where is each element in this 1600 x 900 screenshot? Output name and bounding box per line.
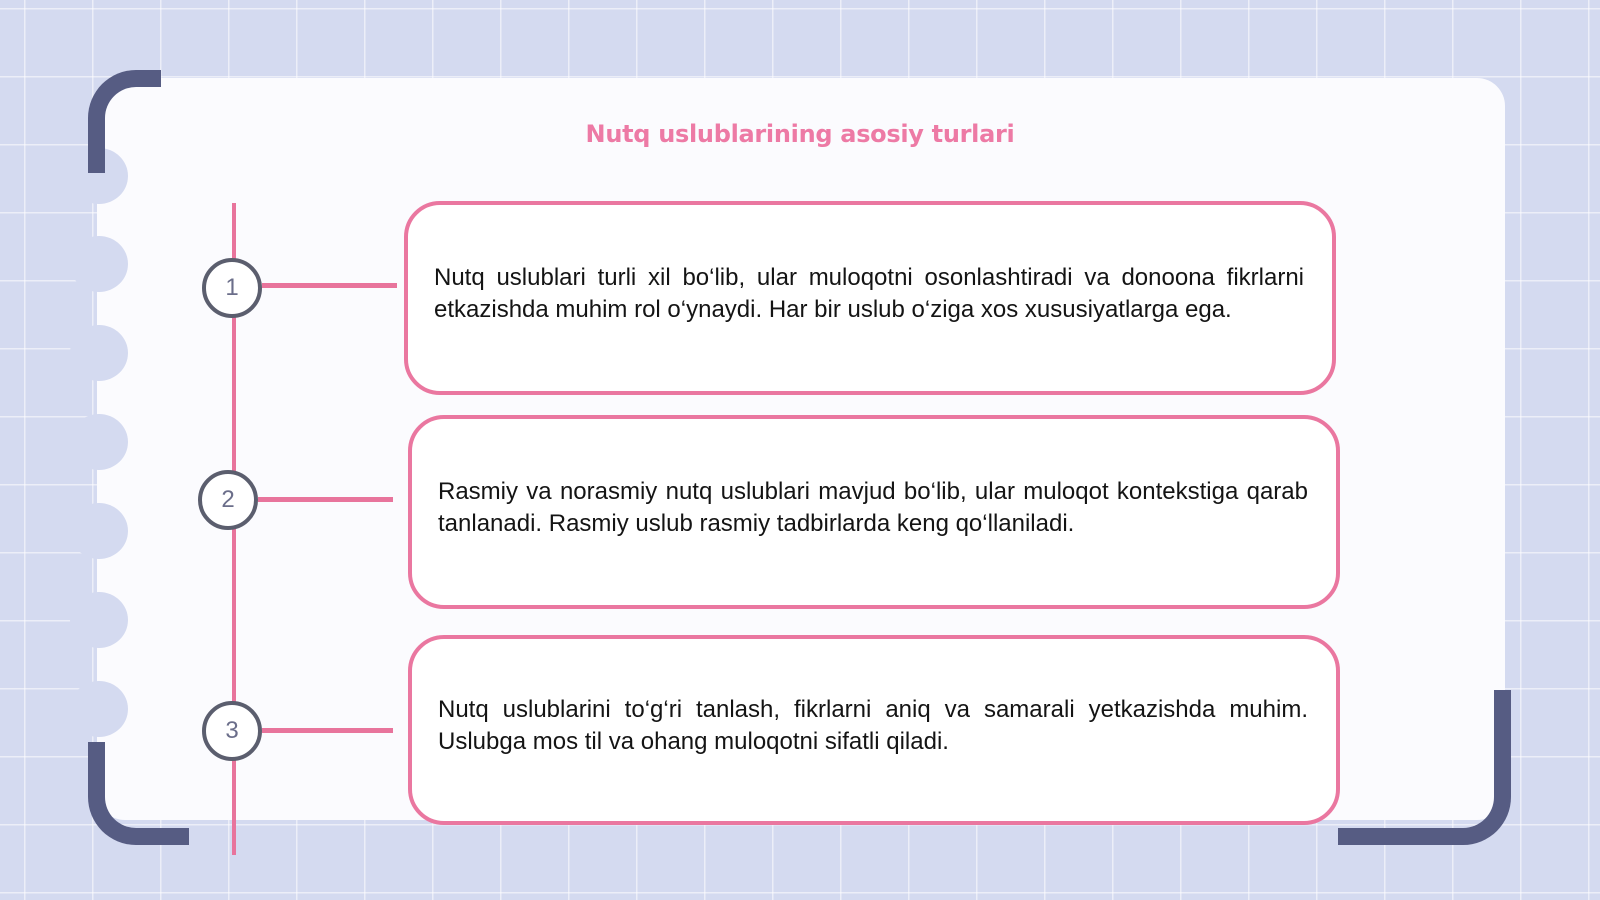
timeline-item-box <box>404 201 1336 395</box>
timeline-item-text: Rasmiy va norasmiy nutq uslublari mavjud bo‘lib, ular muloqot kontekstiga qarab tanlanadi. Rasmiy uslub rasmiy tadbirlarda keng qo‘llaniladi. <box>438 478 1308 537</box>
scallop-edge <box>70 236 128 292</box>
timeline-connector <box>258 497 393 502</box>
timeline-item-box <box>408 415 1340 609</box>
slide-title: Nutq uslublarining asosiy turlari <box>585 120 1015 148</box>
timeline-connector <box>262 728 393 733</box>
corner-bracket-bottom-right <box>1338 690 1511 845</box>
scallop-edge <box>70 681 128 737</box>
corner-bracket-top-left <box>88 70 161 173</box>
timeline-item-text: Nutq uslublari turli xil bo‘lib, ular muloqotni osonlashtiradi va donoona fikrlarni etkazishda muhim rol o‘ynaydi. Har bir uslub o‘ziga xos xususiyatlarga ega. <box>434 264 1304 323</box>
step-number-circle: 3 <box>202 701 262 761</box>
scallop-edge <box>70 503 128 559</box>
timeline-item-text: Nutq uslublarini to‘g‘ri tanlash, fikrlarni aniq va samarali yetkazishda muhim. Uslubga mos til va ohang muloqotni sifatli qiladi. <box>438 696 1308 755</box>
scallop-edge <box>70 414 128 470</box>
scallop-edge <box>70 325 128 381</box>
timeline-connector <box>262 283 397 288</box>
corner-bracket-bottom-left <box>88 742 189 845</box>
step-number-circle: 1 <box>202 258 262 318</box>
timeline-item-box <box>408 635 1340 825</box>
scallop-edge <box>70 592 128 648</box>
step-number-circle: 2 <box>198 470 258 530</box>
